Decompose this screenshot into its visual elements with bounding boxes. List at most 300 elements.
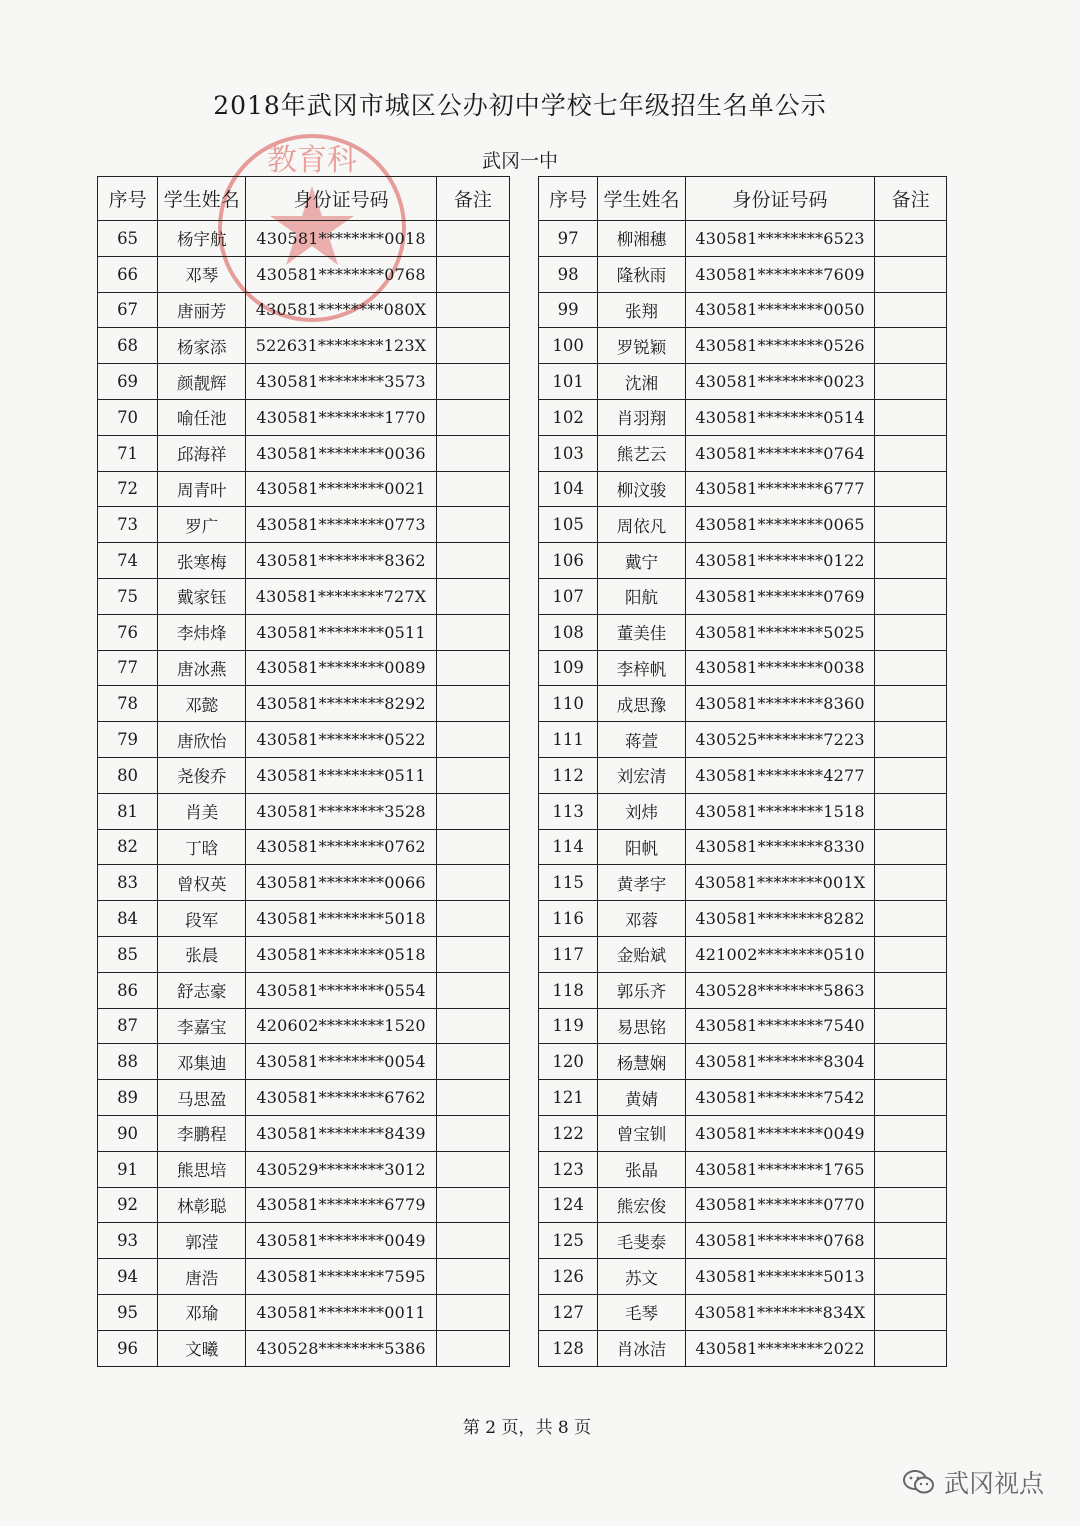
row-seq: 82 xyxy=(98,829,158,865)
row-seq: 101 xyxy=(539,364,598,400)
id-number: 430581********0066 xyxy=(246,865,436,901)
table-row xyxy=(98,328,510,364)
row-note xyxy=(436,614,509,650)
table-row xyxy=(539,1044,947,1080)
row-note xyxy=(875,328,947,364)
table-row xyxy=(539,1187,947,1223)
table-row xyxy=(539,972,947,1008)
row-note xyxy=(436,686,509,722)
id-number: 430581********8362 xyxy=(246,543,436,579)
student-name: 唐丽芳 xyxy=(158,292,246,328)
student-name: 李鹏程 xyxy=(158,1115,246,1151)
row-note xyxy=(875,757,947,793)
row-seq: 121 xyxy=(539,1080,598,1116)
page-footer: 第 2 页，共 8 页 xyxy=(462,1418,592,1438)
id-number: 430581********0764 xyxy=(685,435,874,471)
header-note: 备注 xyxy=(436,177,509,221)
row-seq: 115 xyxy=(539,865,598,901)
table-row xyxy=(98,507,510,543)
student-name: 杨家添 xyxy=(158,328,246,364)
row-note xyxy=(875,1151,947,1187)
table-row xyxy=(98,972,510,1008)
student-name: 邓蓉 xyxy=(598,901,686,937)
row-seq: 120 xyxy=(539,1044,598,1080)
row-note xyxy=(875,1294,947,1330)
id-number: 430581********0518 xyxy=(246,936,436,972)
id-number: 430581********8330 xyxy=(685,829,874,865)
row-seq: 87 xyxy=(98,1008,158,1044)
row-note xyxy=(875,435,947,471)
id-number: 420602********1520 xyxy=(246,1008,436,1044)
row-seq: 71 xyxy=(98,435,158,471)
student-name: 尧俊乔 xyxy=(158,757,246,793)
student-name: 罗广 xyxy=(158,507,246,543)
table-row xyxy=(98,829,510,865)
row-note xyxy=(436,221,509,257)
id-number: 430581********7609 xyxy=(685,256,874,292)
student-name: 邓瑜 xyxy=(158,1294,246,1330)
enrollment-table-right xyxy=(538,176,947,1367)
id-number: 430581********001X xyxy=(685,865,874,901)
student-name: 毛琴 xyxy=(598,1294,686,1330)
row-note xyxy=(875,256,947,292)
table-row xyxy=(98,1044,510,1080)
table-row xyxy=(98,292,510,328)
student-name: 周依凡 xyxy=(598,507,686,543)
student-name: 沈湘 xyxy=(598,364,686,400)
id-number: 421002********0510 xyxy=(685,936,874,972)
table-row xyxy=(98,614,510,650)
row-seq: 81 xyxy=(98,793,158,829)
row-seq: 94 xyxy=(98,1259,158,1295)
student-name: 张翔 xyxy=(598,292,686,328)
student-name: 颜靓辉 xyxy=(158,364,246,400)
id-number: 430581********7540 xyxy=(685,1008,874,1044)
row-note xyxy=(875,292,947,328)
student-name: 邓懿 xyxy=(158,686,246,722)
id-number: 430581********1518 xyxy=(685,793,874,829)
id-number: 430581********0018 xyxy=(246,221,436,257)
table-row xyxy=(539,722,947,758)
row-seq: 72 xyxy=(98,471,158,507)
id-number: 430581********2022 xyxy=(685,1330,874,1366)
id-number: 430581********1765 xyxy=(685,1151,874,1187)
id-number: 430581********6779 xyxy=(246,1187,436,1223)
row-seq: 73 xyxy=(98,507,158,543)
table-row xyxy=(98,793,510,829)
student-name: 邱海祥 xyxy=(158,435,246,471)
row-seq: 106 xyxy=(539,543,598,579)
row-seq: 119 xyxy=(539,1008,598,1044)
table-row xyxy=(98,1259,510,1295)
row-note xyxy=(875,1115,947,1151)
student-name: 刘宏清 xyxy=(598,757,686,793)
table-row xyxy=(98,1294,510,1330)
row-note xyxy=(875,364,947,400)
table-row xyxy=(98,256,510,292)
id-number: 430581********0770 xyxy=(685,1187,874,1223)
student-name: 董美佳 xyxy=(598,614,686,650)
header-note: 备注 xyxy=(875,177,947,221)
table-row xyxy=(539,686,947,722)
row-seq: 123 xyxy=(539,1151,598,1187)
row-seq: 109 xyxy=(539,650,598,686)
row-seq: 111 xyxy=(539,722,598,758)
row-seq: 98 xyxy=(539,256,598,292)
table-row xyxy=(539,399,947,435)
student-name: 蒋萱 xyxy=(598,722,686,758)
id-number: 430581********727X xyxy=(246,578,436,614)
table-row xyxy=(539,364,947,400)
id-number: 430581********0122 xyxy=(685,543,874,579)
wechat-icon xyxy=(902,1468,936,1496)
row-seq: 122 xyxy=(539,1115,598,1151)
row-seq: 92 xyxy=(98,1187,158,1223)
row-note xyxy=(436,292,509,328)
student-name: 黄孝宇 xyxy=(598,865,686,901)
row-note xyxy=(436,1223,509,1259)
table-row xyxy=(539,256,947,292)
table-row xyxy=(98,865,510,901)
row-seq: 93 xyxy=(98,1223,158,1259)
id-number: 522631********123X xyxy=(246,328,436,364)
row-note xyxy=(875,901,947,937)
id-number: 430581********1770 xyxy=(246,399,436,435)
student-name: 周青叶 xyxy=(158,471,246,507)
table-row xyxy=(539,865,947,901)
row-seq: 65 xyxy=(98,221,158,257)
row-seq: 80 xyxy=(98,757,158,793)
row-seq: 66 xyxy=(98,256,158,292)
row-note xyxy=(875,614,947,650)
watermark xyxy=(902,1464,1044,1500)
row-note xyxy=(436,650,509,686)
student-name: 熊艺云 xyxy=(598,435,686,471)
id-number: 430581********0038 xyxy=(685,650,874,686)
header-seq: 序号 xyxy=(98,177,158,221)
row-seq: 83 xyxy=(98,865,158,901)
id-number: 430581********0511 xyxy=(246,757,436,793)
row-note xyxy=(436,829,509,865)
table-row xyxy=(539,1008,947,1044)
id-number: 430581********8360 xyxy=(685,686,874,722)
row-note xyxy=(875,936,947,972)
student-name: 李嘉宝 xyxy=(158,1008,246,1044)
row-note xyxy=(436,328,509,364)
student-name: 马思盈 xyxy=(158,1080,246,1116)
row-seq: 99 xyxy=(539,292,598,328)
row-seq: 128 xyxy=(539,1330,598,1366)
header-id: 身份证号码 xyxy=(685,177,874,221)
row-note xyxy=(436,435,509,471)
row-seq: 74 xyxy=(98,543,158,579)
student-name: 李梓帆 xyxy=(598,650,686,686)
id-number: 430581********7595 xyxy=(246,1259,436,1295)
row-seq: 116 xyxy=(539,901,598,937)
table-row xyxy=(539,328,947,364)
row-note xyxy=(436,1187,509,1223)
id-number: 430581********0762 xyxy=(246,829,436,865)
row-seq: 124 xyxy=(539,1187,598,1223)
row-seq: 114 xyxy=(539,829,598,865)
row-note xyxy=(436,793,509,829)
table-row xyxy=(98,1223,510,1259)
student-name: 郭滢 xyxy=(158,1223,246,1259)
row-seq: 118 xyxy=(539,972,598,1008)
student-name: 张晨 xyxy=(158,936,246,972)
student-name: 唐欣怡 xyxy=(158,722,246,758)
student-name: 郭乐齐 xyxy=(598,972,686,1008)
table-row xyxy=(539,936,947,972)
student-name: 肖冰洁 xyxy=(598,1330,686,1366)
id-number: 430581********0514 xyxy=(685,399,874,435)
row-note xyxy=(436,1044,509,1080)
row-seq: 108 xyxy=(539,614,598,650)
row-seq: 95 xyxy=(98,1294,158,1330)
row-seq: 100 xyxy=(539,328,598,364)
row-note xyxy=(436,865,509,901)
table-header-row xyxy=(539,177,947,221)
row-seq: 85 xyxy=(98,936,158,972)
row-note xyxy=(875,972,947,1008)
student-name: 邓琴 xyxy=(158,256,246,292)
student-name: 柳汶骏 xyxy=(598,471,686,507)
table-row xyxy=(98,650,510,686)
id-number: 430581********0526 xyxy=(685,328,874,364)
row-note xyxy=(875,1259,947,1295)
table-row xyxy=(98,901,510,937)
id-number: 430581********0054 xyxy=(246,1044,436,1080)
student-name: 戴家钰 xyxy=(158,578,246,614)
id-number: 430581********7542 xyxy=(685,1080,874,1116)
row-seq: 110 xyxy=(539,686,598,722)
row-note xyxy=(875,471,947,507)
student-name: 杨慧娴 xyxy=(598,1044,686,1080)
table-row xyxy=(98,1115,510,1151)
row-note xyxy=(436,757,509,793)
table-row xyxy=(98,1151,510,1187)
id-number: 430581********4277 xyxy=(685,757,874,793)
table-header-row xyxy=(98,177,510,221)
row-note xyxy=(436,901,509,937)
row-note xyxy=(436,1080,509,1116)
row-note xyxy=(436,1294,509,1330)
watermark-text: 武冈视点 xyxy=(943,1469,1044,1498)
id-number: 430581********6523 xyxy=(685,221,874,257)
row-seq: 102 xyxy=(539,399,598,435)
row-note xyxy=(875,578,947,614)
student-name: 张晶 xyxy=(598,1151,686,1187)
table-row xyxy=(98,399,510,435)
student-name: 唐浩 xyxy=(158,1259,246,1295)
row-note xyxy=(875,722,947,758)
row-note xyxy=(436,471,509,507)
row-seq: 90 xyxy=(98,1115,158,1151)
id-number: 430581********8304 xyxy=(685,1044,874,1080)
row-note xyxy=(436,1151,509,1187)
row-note xyxy=(436,399,509,435)
row-seq: 84 xyxy=(98,901,158,937)
table-row xyxy=(539,1080,947,1116)
row-note xyxy=(875,221,947,257)
table-row xyxy=(98,543,510,579)
table-row xyxy=(98,722,510,758)
table-row xyxy=(98,686,510,722)
id-number: 430581********3528 xyxy=(246,793,436,829)
row-note xyxy=(436,507,509,543)
id-number: 430581********0089 xyxy=(246,650,436,686)
table-row xyxy=(539,292,947,328)
table-row xyxy=(539,435,947,471)
table-row xyxy=(98,578,510,614)
id-number: 430528********5386 xyxy=(246,1330,436,1366)
table-row xyxy=(539,1151,947,1187)
id-number: 430581********5013 xyxy=(685,1259,874,1295)
id-number: 430581********0511 xyxy=(246,614,436,650)
student-name: 熊宏俊 xyxy=(598,1187,686,1223)
row-seq: 75 xyxy=(98,578,158,614)
student-name: 喻任池 xyxy=(158,399,246,435)
table-row xyxy=(98,757,510,793)
row-note xyxy=(436,578,509,614)
row-note xyxy=(436,256,509,292)
id-number: 430581********0768 xyxy=(246,256,436,292)
row-note xyxy=(436,364,509,400)
id-number: 430581********0554 xyxy=(246,972,436,1008)
student-name: 唐冰燕 xyxy=(158,650,246,686)
row-note xyxy=(875,1223,947,1259)
row-note xyxy=(875,865,947,901)
id-number: 430581********6777 xyxy=(685,471,874,507)
id-number: 430581********8282 xyxy=(685,901,874,937)
table-row xyxy=(539,1294,947,1330)
row-seq: 107 xyxy=(539,578,598,614)
row-note xyxy=(436,722,509,758)
student-name: 杨宇航 xyxy=(158,221,246,257)
id-number: 430581********6762 xyxy=(246,1080,436,1116)
row-note xyxy=(875,399,947,435)
table-row xyxy=(98,221,510,257)
row-seq: 69 xyxy=(98,364,158,400)
id-number: 430581********0065 xyxy=(685,507,874,543)
student-name: 丁晗 xyxy=(158,829,246,865)
table-row xyxy=(539,578,947,614)
table-row xyxy=(539,1115,947,1151)
row-seq: 125 xyxy=(539,1223,598,1259)
student-name: 曾权英 xyxy=(158,865,246,901)
row-seq: 105 xyxy=(539,507,598,543)
row-note xyxy=(436,936,509,972)
table-row xyxy=(539,757,947,793)
table-row xyxy=(539,1259,947,1295)
student-name: 成思豫 xyxy=(598,686,686,722)
id-number: 430529********3012 xyxy=(246,1151,436,1187)
row-note xyxy=(436,543,509,579)
row-note xyxy=(875,1080,947,1116)
id-number: 430581********0773 xyxy=(246,507,436,543)
row-seq: 78 xyxy=(98,686,158,722)
row-seq: 96 xyxy=(98,1330,158,1366)
row-note xyxy=(436,1259,509,1295)
header-name: 学生姓名 xyxy=(158,177,246,221)
id-number: 430581********0036 xyxy=(246,435,436,471)
row-seq: 76 xyxy=(98,614,158,650)
id-number: 430581********834X xyxy=(685,1294,874,1330)
table-row xyxy=(539,829,947,865)
student-name: 曾宝钏 xyxy=(598,1115,686,1151)
row-seq: 70 xyxy=(98,399,158,435)
student-name: 阳航 xyxy=(598,578,686,614)
row-note xyxy=(875,1187,947,1223)
id-number: 430581********0023 xyxy=(685,364,874,400)
row-note xyxy=(875,543,947,579)
row-seq: 79 xyxy=(98,722,158,758)
row-note xyxy=(875,686,947,722)
table-row xyxy=(539,471,947,507)
table-row xyxy=(539,614,947,650)
student-name: 张寒梅 xyxy=(158,543,246,579)
table-row xyxy=(539,543,947,579)
id-number: 430581********5018 xyxy=(246,901,436,937)
id-number: 430525********7223 xyxy=(685,722,874,758)
student-name: 金贻斌 xyxy=(598,936,686,972)
table-row xyxy=(539,1330,947,1366)
id-number: 430581********3573 xyxy=(246,364,436,400)
student-name: 毛斐泰 xyxy=(598,1223,686,1259)
row-note xyxy=(875,1330,947,1366)
row-seq: 127 xyxy=(539,1294,598,1330)
row-seq: 104 xyxy=(539,471,598,507)
school-subtitle: 武冈一中 xyxy=(481,150,558,172)
enrollment-table-left xyxy=(97,176,510,1367)
table-row xyxy=(539,507,947,543)
row-note xyxy=(875,1008,947,1044)
student-name: 文曦 xyxy=(158,1330,246,1366)
header-id: 身份证号码 xyxy=(246,177,436,221)
row-seq: 112 xyxy=(539,757,598,793)
student-name: 易思铭 xyxy=(598,1008,686,1044)
row-seq: 113 xyxy=(539,793,598,829)
row-seq: 67 xyxy=(98,292,158,328)
row-note xyxy=(436,1330,509,1366)
row-seq: 68 xyxy=(98,328,158,364)
id-number: 430581********080X xyxy=(246,292,436,328)
page-title: 2018年武冈市城区公办初中学校七年级招生名单公示 xyxy=(213,91,827,120)
id-number: 430581********8439 xyxy=(246,1115,436,1151)
header-seq: 序号 xyxy=(539,177,598,221)
row-note xyxy=(436,972,509,1008)
id-number: 430581********0049 xyxy=(246,1223,436,1259)
id-number: 430581********5025 xyxy=(685,614,874,650)
table-row xyxy=(98,1187,510,1223)
student-name: 戴宁 xyxy=(598,543,686,579)
student-name: 隆秋雨 xyxy=(598,256,686,292)
student-name: 熊思培 xyxy=(158,1151,246,1187)
id-number: 430581********0050 xyxy=(685,292,874,328)
student-name: 阳帆 xyxy=(598,829,686,865)
table-row xyxy=(98,1080,510,1116)
student-name: 舒志豪 xyxy=(158,972,246,1008)
id-number: 430581********0769 xyxy=(685,578,874,614)
student-name: 罗锐颖 xyxy=(598,328,686,364)
row-seq: 86 xyxy=(98,972,158,1008)
row-seq: 126 xyxy=(539,1259,598,1295)
table-row xyxy=(539,650,947,686)
student-name: 肖美 xyxy=(158,793,246,829)
row-seq: 103 xyxy=(539,435,598,471)
table-row xyxy=(98,435,510,471)
table-row xyxy=(539,901,947,937)
